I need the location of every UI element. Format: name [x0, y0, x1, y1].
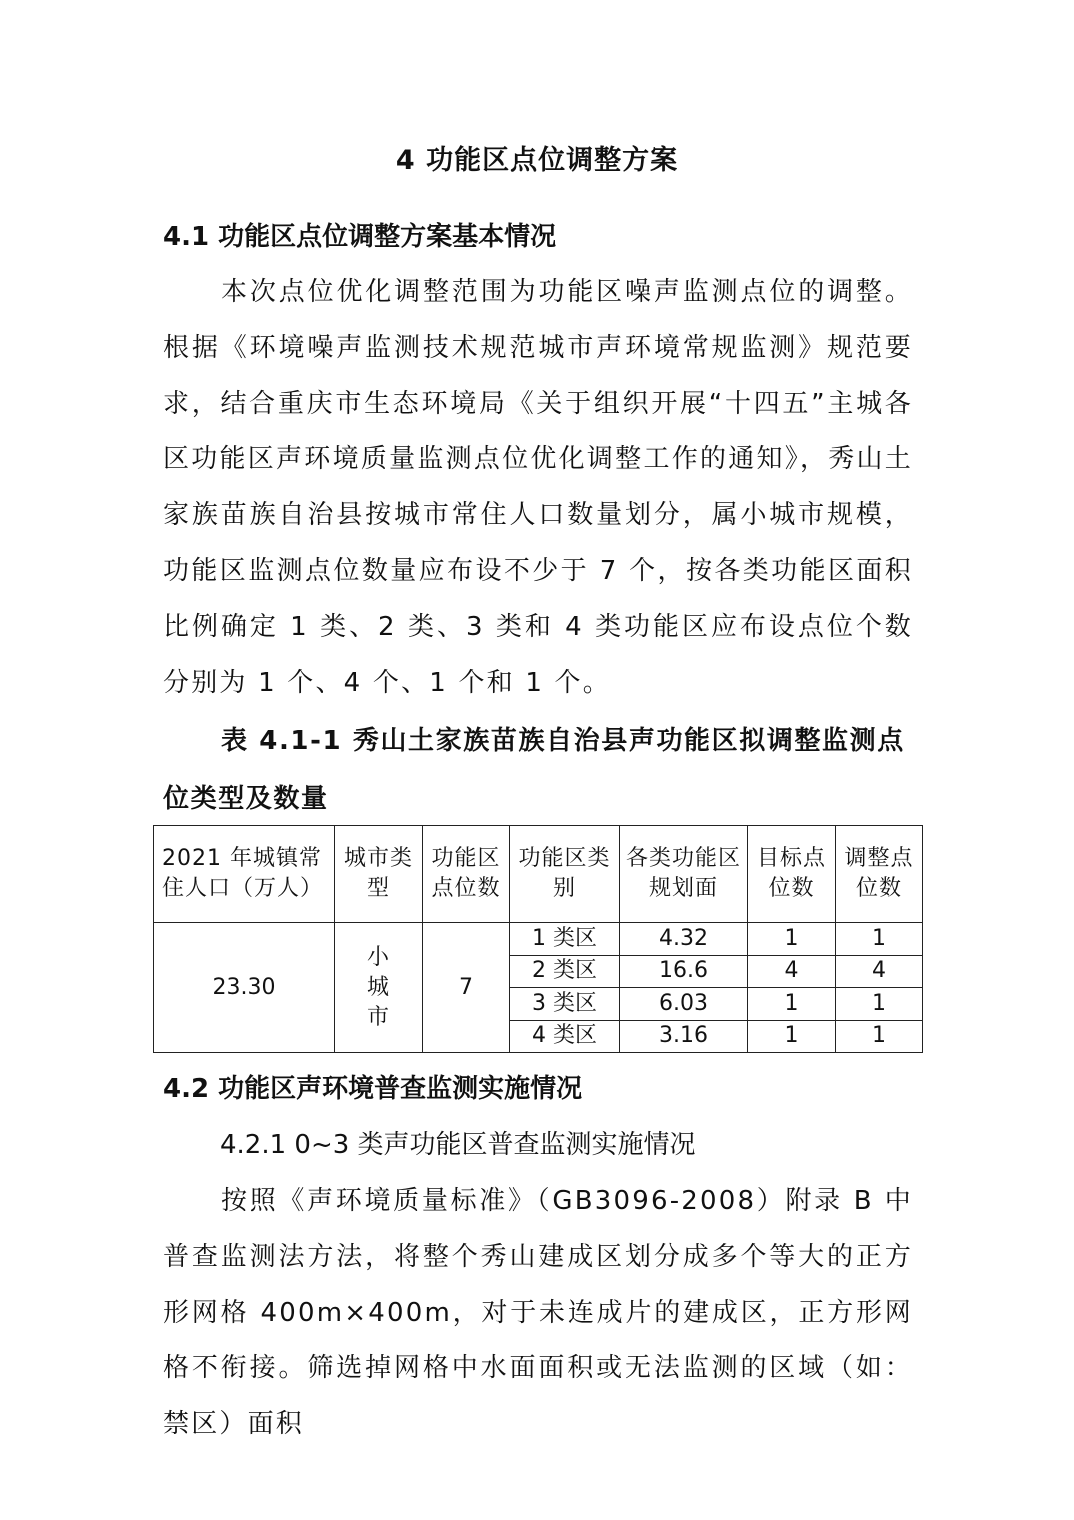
target-points-cell: 4	[748, 955, 836, 988]
zone-area-cell: 4.32	[620, 923, 748, 956]
section-4-1-paragraph: 本次点位优化调整范围为功能区噪声监测点位的调整。根据《环境噪声监测技术规范城市声环境常规监测》规范要求，结合重庆市生态环境局《关于组织开展“十四五”主城各区功能区声环境质量监测点位优化调整工作的通知》，秀山土家族苗族自治县按城市常住人口数量划分，属小城市规模，功能区监测点位数量应布设不少于 7 个，按各类功能区面积比例确定 1 类、2 类、3 类和 4 类功能区应布设点位个数分别为 1 个、4 个、1 个和 1 个。	[163, 277, 913, 698]
city-type-cell: 小城市	[335, 923, 423, 1053]
section-4-2-1-paragraph: 按照《声环境质量标准》（GB3096-2008）附录 B 中普查监测法方法，将整个秀山建成区划分成多个等大的正方形网格 400m×400m，对于未连成片的建成区，正方形网格不衔接。筛选掉网格中水面面积或无法监测的区域（如：禁区）面积	[163, 1186, 913, 1440]
adjusted-points-cell: 1	[836, 923, 923, 956]
target-points-cell: 1	[748, 1020, 836, 1053]
zone-category-cell: 3 类区	[510, 988, 620, 1021]
zone-category-cell: 2 类区	[510, 955, 620, 988]
table-caption: 表 4.1-1 秀山土家族苗族自治县声功能区拟调整监测点位类型及数量	[163, 726, 905, 814]
header-city-type: 城市类型	[335, 826, 423, 923]
section-4-1-heading: 4.1 功能区点位调整方案基本情况	[163, 222, 557, 252]
header-zone-area: 各类功能区规划面	[620, 826, 748, 923]
table-header-row	[154, 826, 923, 923]
section-4-2-heading: 4.2 功能区声环境普查监测实施情况	[163, 1074, 583, 1104]
zone-area-cell: 6.03	[620, 988, 748, 1021]
zone-category-cell: 4 类区	[510, 1020, 620, 1053]
adjusted-points-cell: 4	[836, 955, 923, 988]
header-population: 2021 年城镇常住人口（万人）	[154, 826, 335, 923]
target-points-cell: 1	[748, 923, 836, 956]
population-cell: 23.30	[154, 923, 335, 1053]
section-4-2-1-heading: 4.2.1 0~3 类声功能区普查监测实施情况	[220, 1130, 696, 1160]
target-points-cell: 1	[748, 988, 836, 1021]
adjusted-points-cell: 1	[836, 988, 923, 1021]
point-count-cell: 7	[423, 923, 510, 1053]
chapter-title: 4 功能区点位调整方案	[395, 145, 679, 176]
table-row	[154, 923, 923, 956]
zone-area-cell: 3.16	[620, 1020, 748, 1053]
monitoring-points-table	[153, 825, 923, 1053]
header-target-points: 目标点位数	[748, 826, 836, 923]
zone-category-cell: 1 类区	[510, 923, 620, 956]
header-adjusted-points: 调整点位数	[836, 826, 923, 923]
header-point-count: 功能区点位数	[423, 826, 510, 923]
zone-area-cell: 16.6	[620, 955, 748, 988]
header-zone-category: 功能区类别	[510, 826, 620, 923]
adjusted-points-cell: 1	[836, 1020, 923, 1053]
